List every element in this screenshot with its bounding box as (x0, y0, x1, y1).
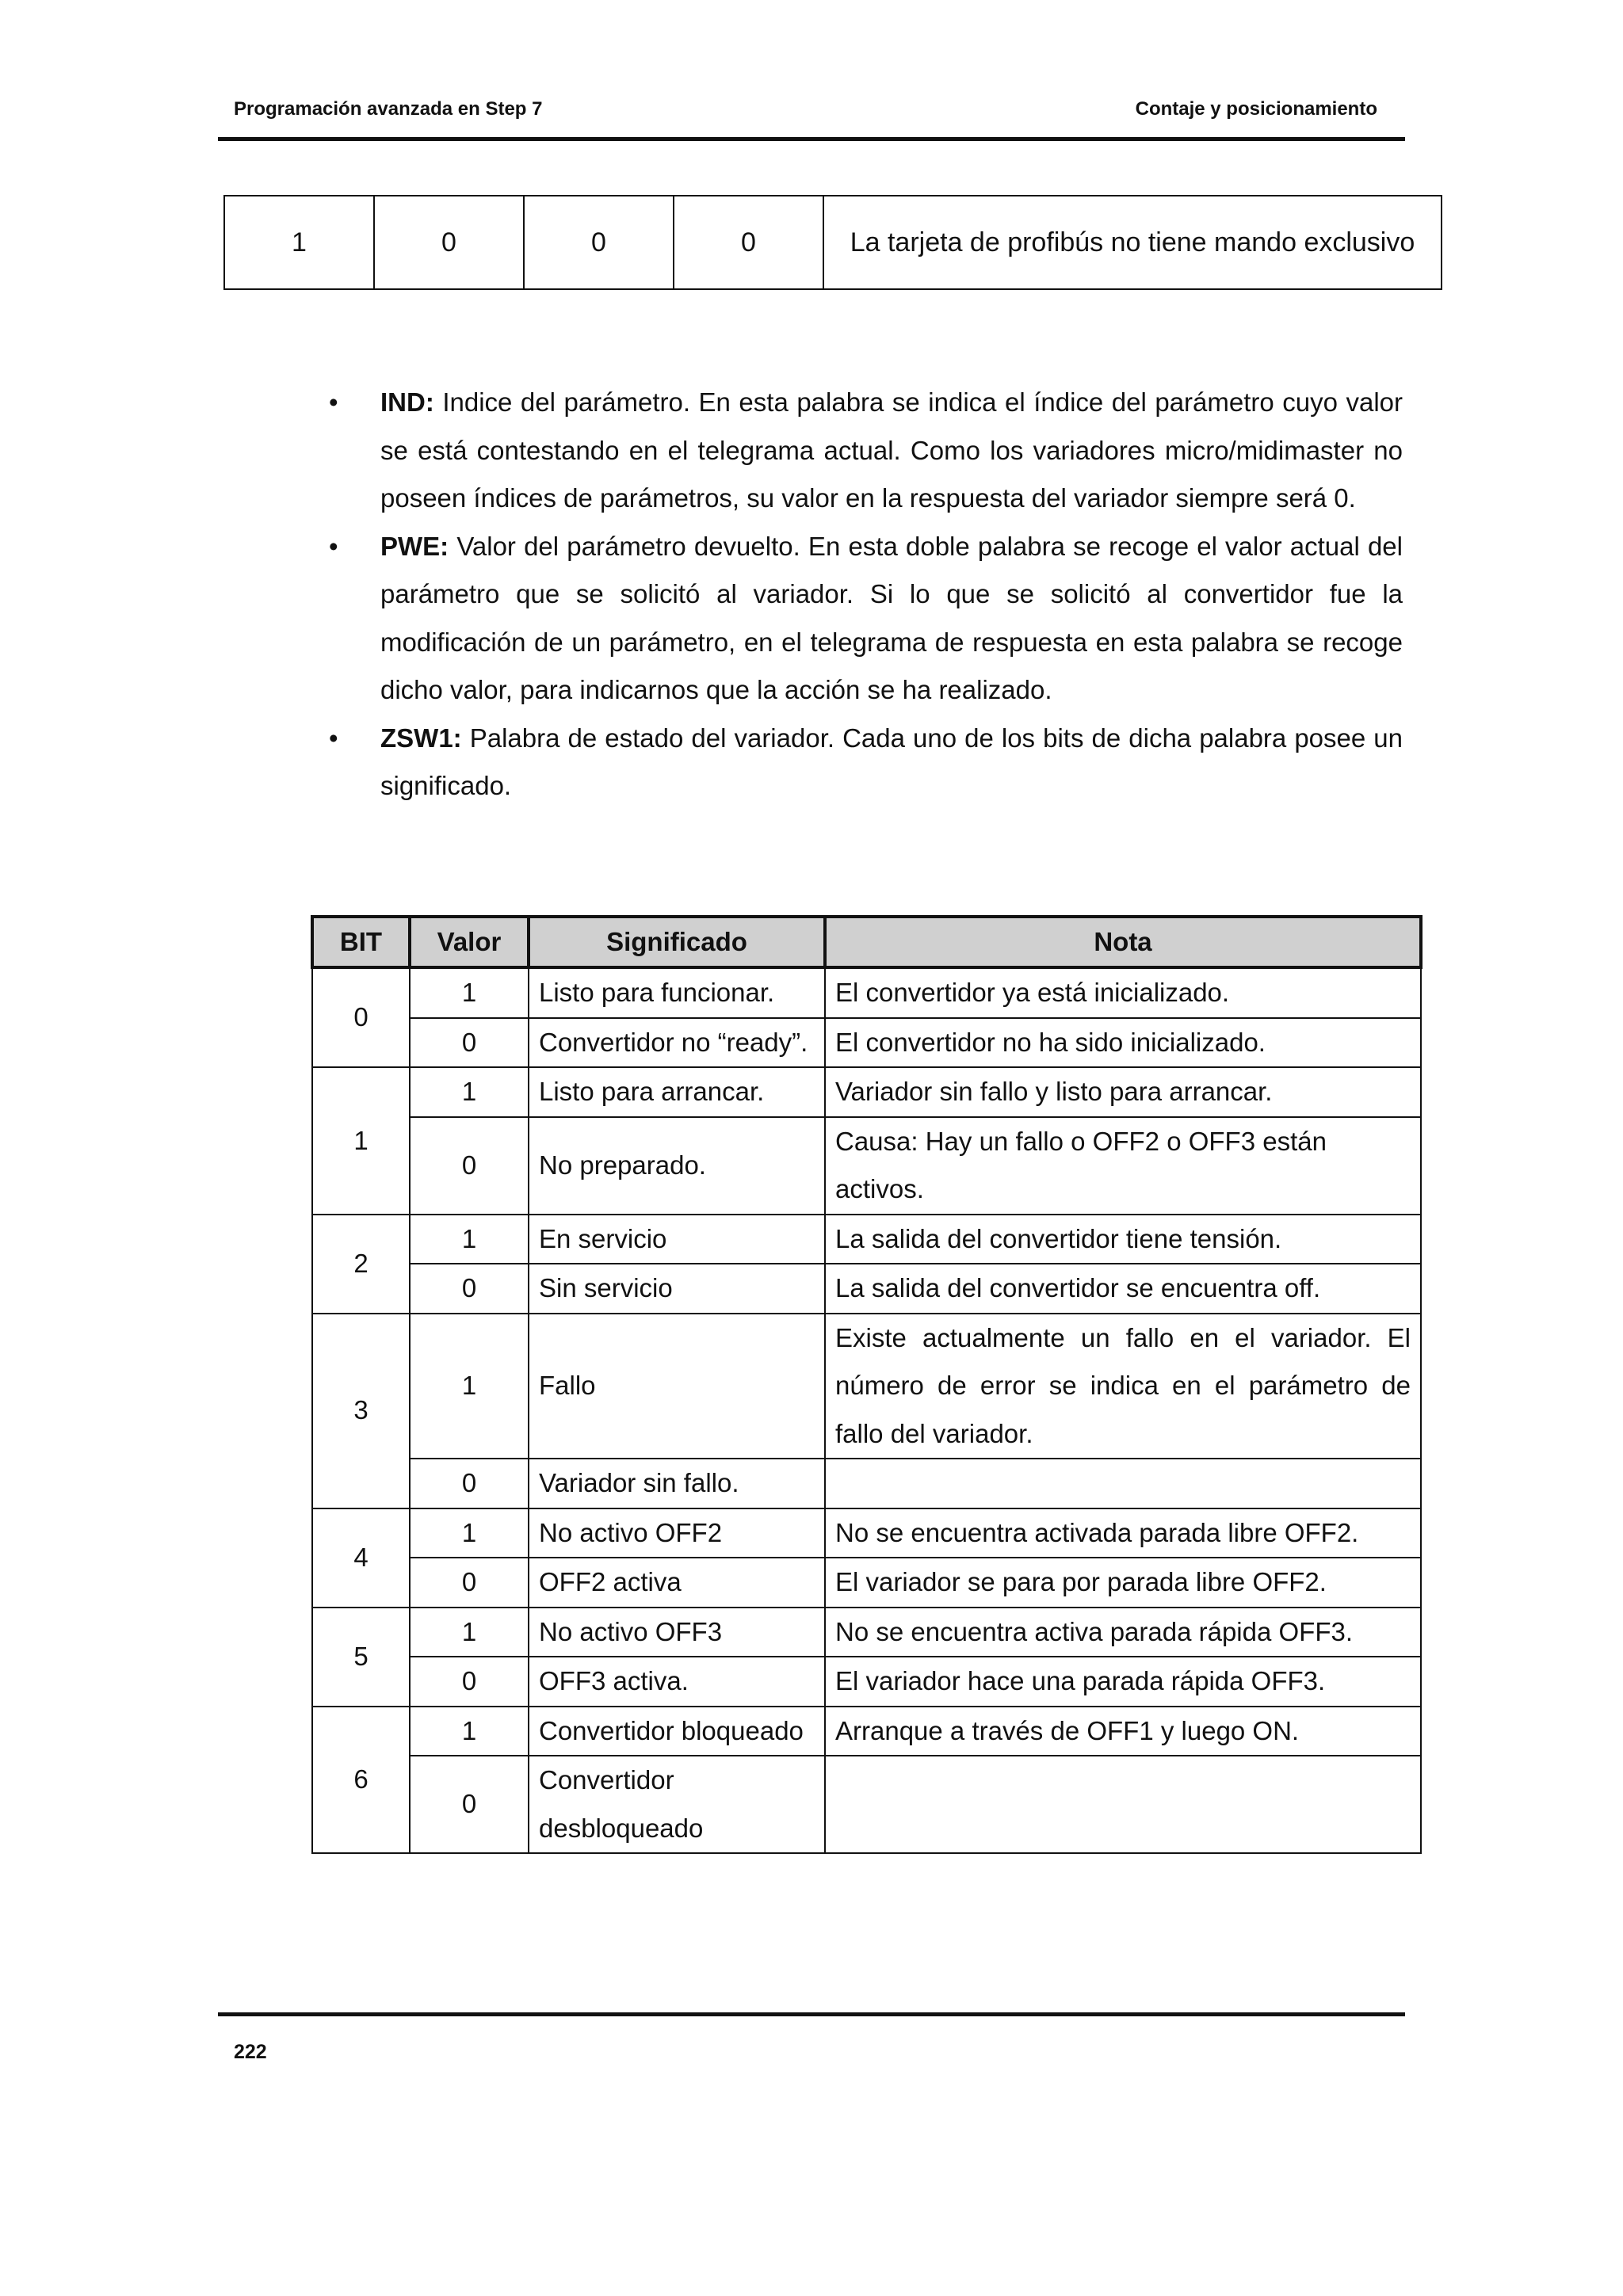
list-item (329, 523, 1403, 715)
nota-cell: Arranque a través de OFF1 y luego ON. (825, 1707, 1421, 1756)
bit-cell: 4 (312, 1508, 410, 1608)
significado-cell: Listo para funcionar. (529, 967, 825, 1018)
table-row (224, 196, 1442, 289)
valor-cell: 0 (410, 1756, 529, 1853)
valor-cell: 1 (410, 1608, 529, 1657)
valor-cell: 1 (410, 1067, 529, 1117)
table-cell: 1 (224, 196, 374, 289)
column-header-bit: BIT (312, 917, 410, 967)
table-cell: 0 (374, 196, 524, 289)
valor-cell: 1 (410, 1707, 529, 1756)
bit-cell: 6 (312, 1707, 410, 1854)
table-row (312, 1657, 1421, 1707)
valor-cell: 0 (410, 1657, 529, 1707)
valor-cell: 0 (410, 1117, 529, 1215)
table-row (312, 1215, 1421, 1264)
significado-cell: Convertidor desbloqueado (529, 1756, 825, 1853)
significado-cell: En servicio (529, 1215, 825, 1264)
term-label: ZSW1: (380, 723, 462, 753)
nota-cell (825, 1459, 1421, 1508)
header-title: Programación avanzada en Step 7 (234, 98, 543, 120)
bit-cell: 1 (312, 1067, 410, 1215)
valor-cell: 0 (410, 1459, 529, 1508)
table-row (312, 1264, 1421, 1314)
header-section: Contaje y posicionamiento (1135, 98, 1377, 120)
table-row (312, 967, 1421, 1018)
valor-cell: 0 (410, 1558, 529, 1608)
table-row (312, 1459, 1421, 1508)
header-divider (218, 137, 1405, 141)
nota-cell: El convertidor no ha sido inicializado. (825, 1018, 1421, 1068)
bit-cell: 3 (312, 1314, 410, 1508)
nota-cell: El variador hace una parada rápida OFF3. (825, 1657, 1421, 1707)
nota-cell: El variador se para por parada libre OFF2. (825, 1558, 1421, 1608)
significado-cell: Convertidor bloqueado (529, 1707, 825, 1756)
nota-cell: La salida del convertidor tiene tensión. (825, 1215, 1421, 1264)
significado-cell: Listo para arrancar. (529, 1067, 825, 1117)
nota-cell: Variador sin fallo y listo para arrancar. (825, 1067, 1421, 1117)
table-cell: 0 (674, 196, 823, 289)
column-header-significado: Significado (529, 917, 825, 967)
nota-cell: No se encuentra activa parada rápida OFF3. (825, 1608, 1421, 1657)
status-word-table (311, 915, 1423, 1854)
valor-cell: 0 (410, 1264, 529, 1314)
table-row (312, 1707, 1421, 1756)
nota-cell: La salida del convertidor se encuentra off. (825, 1264, 1421, 1314)
bit-cell: 5 (312, 1608, 410, 1707)
table-row (312, 1608, 1421, 1657)
significado-cell: Fallo (529, 1314, 825, 1459)
status-code-table (223, 195, 1442, 290)
nota-cell: No se encuentra activada parada libre OFF2. (825, 1508, 1421, 1558)
list-item (329, 715, 1403, 810)
table-row (312, 1314, 1421, 1459)
bit-cell: 0 (312, 967, 410, 1067)
table-row (312, 1067, 1421, 1117)
footer-divider (218, 2012, 1405, 2016)
term-label: PWE: (380, 531, 449, 561)
significado-cell: Sin servicio (529, 1264, 825, 1314)
table-row (312, 1117, 1421, 1215)
significado-cell: OFF3 activa. (529, 1657, 825, 1707)
significado-cell: No preparado. (529, 1117, 825, 1215)
parameter-list (329, 379, 1403, 810)
column-header-nota: Nota (825, 917, 1421, 967)
table-header-row (312, 917, 1421, 967)
nota-cell (825, 1756, 1421, 1853)
valor-cell: 0 (410, 1018, 529, 1068)
valor-cell: 1 (410, 1508, 529, 1558)
significado-cell: No activo OFF3 (529, 1608, 825, 1657)
table-row (312, 1558, 1421, 1608)
table-row (312, 1018, 1421, 1068)
table-row (312, 1756, 1421, 1853)
significado-cell: No activo OFF2 (529, 1508, 825, 1558)
bullet-icon: • (329, 531, 338, 561)
table-cell-description: La tarjeta de profibús no tiene mando exclusivo (823, 196, 1442, 289)
nota-cell: Existe actualmente un fallo en el variador. El número de error se indica en el parámetro de fallo del variador. (825, 1314, 1421, 1459)
valor-cell: 1 (410, 1215, 529, 1264)
valor-cell: 1 (410, 967, 529, 1018)
bit-cell: 2 (312, 1215, 410, 1314)
nota-cell: El convertidor ya está inicializado. (825, 967, 1421, 1018)
term-description: Indice del parámetro. En esta palabra se indica el índice del parámetro cuyo valor se está contestando en el telegrama actual. Como los variadores micro/midimaster no poseen índices de parámetros, su valor en la respuesta del variador siempre será 0. (380, 387, 1403, 513)
table-row (312, 1508, 1421, 1558)
significado-cell: Variador sin fallo. (529, 1459, 825, 1508)
bullet-icon: • (329, 723, 338, 753)
significado-cell: OFF2 activa (529, 1558, 825, 1608)
column-header-valor: Valor (410, 917, 529, 967)
table-cell: 0 (524, 196, 674, 289)
significado-cell: Convertidor no “ready”. (529, 1018, 825, 1068)
nota-cell: Causa: Hay un fallo o OFF2 o OFF3 están activos. (825, 1117, 1421, 1215)
valor-cell: 1 (410, 1314, 529, 1459)
term-label: IND: (380, 387, 434, 417)
bullet-icon: • (329, 387, 338, 417)
term-description: Palabra de estado del variador. Cada uno de los bits de dicha palabra posee un significado. (380, 723, 1403, 800)
page-number: 222 (234, 2041, 267, 2063)
term-description: Valor del parámetro devuelto. En esta doble palabra se recoge el valor actual del parámetro que se solicitó al variador. Si lo que se solicitó al convertidor fue la modificación de un parámetro, en el telegrama de respuesta en esta palabra se recoge dicho valor, para indicarnos que la acción se ha realizado. (380, 531, 1403, 704)
list-item (329, 379, 1403, 523)
